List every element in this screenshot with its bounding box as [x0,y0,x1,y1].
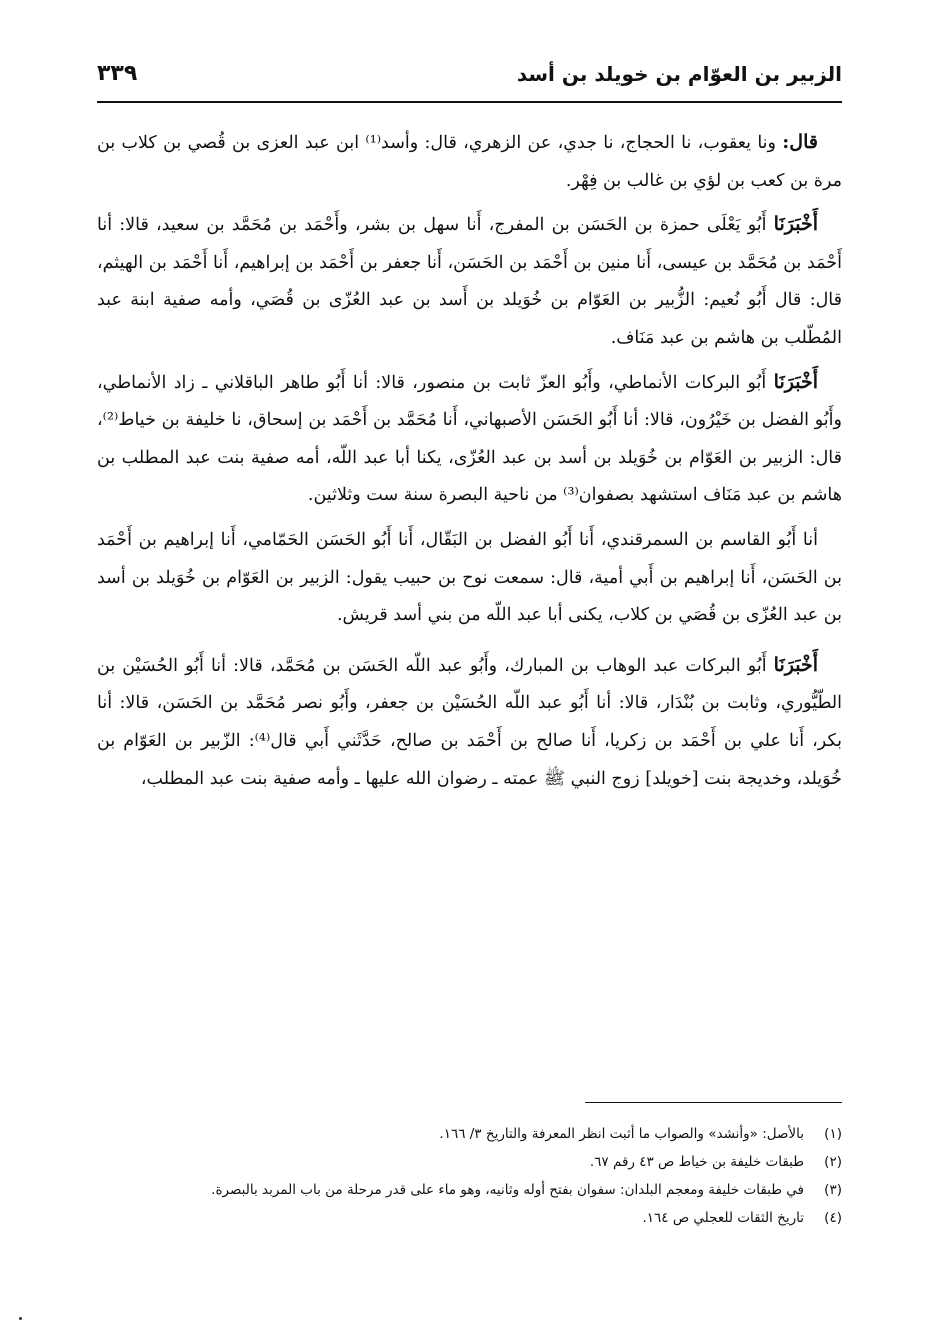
page-header [97,52,842,96]
footnote-text: تاريخ الثقات للعجلي ص ١٦٤. [642,1210,804,1226]
footnote-2 [97,1148,842,1176]
scan-speck [19,1317,22,1320]
paragraph-3 [97,364,842,515]
footnote-4 [97,1204,842,1232]
footnote-text: بالأصل: «وأنشد» والصواب ما أثبت انظر المعرفة والتاريخ ٣/ ١٦٦. [439,1126,804,1142]
paragraph-1 [97,124,842,200]
running-title: الزبير بن العوّام بن خويلد بن أسد [516,62,842,86]
header-rule [97,101,842,103]
paragraph-lead: أَخْبَرَنَا [773,653,818,676]
paragraph-4 [97,521,842,635]
footnote-number: (١) [824,1126,842,1142]
footnote-1 [97,1120,842,1148]
footnote-number: (٢) [824,1154,842,1170]
paragraph-text: أنا أَبُو القاسم بن السمرقندي، أَنا أَبُو الفضل بن البَقّال، أَنا أَبُو الحَسَن الحَمّامي، أَنا إبراهيم بن أَحْمَد بن الحَسَن، أَنا إبراهيم بن أَبي أمية، قال: سمعت نوح بن حبيب يقول: الزبير بن العَوّام بن خُوَيلد بن أسد بن عبد العُزّى بن قُصَي بن كلاب، يكنى أبا عبد اللّه من بني أسد قريش. [97,529,842,626]
footnote-text: طبقات خليفة بن خياط ص ٤٣ رقم ٦٧. [589,1154,804,1170]
paragraph-text: أَبُو البركات الأنماطي، وأَبُو العزّ ثابت بن منصور، قالا: أنا أَبُو طاهر الباقلاني ـ زاد الأنماطي، وأَبُو الفضل بن خَيْرُون، قالا: أنا أَبُو الحَسَن الأصبهاني، أَنا مُحَمَّد بن أَحْمَد بن إسحاق، نا خليفة بن خياط⁽²⁾، قال: الزبير بن العَوّام بن خُوَيلد بن أسد بن عبد العُزّى، يكنا أبا عبد اللّه، أمه صفية بنت عبد المطلب بن هاشم بن عبد مَنَاف استشهد بصفوان⁽³⁾ من ناحية البصرة سنة ست وثلاثين. [97,372,842,506]
footnotes [97,1120,842,1232]
paragraph-2 [97,206,842,357]
paragraph-lead: قال: [782,131,818,153]
footnote-number: (٤) [824,1210,842,1226]
paragraph-text: أَبُو البركات عبد الوهاب بن المبارك، وأَبُو عبد اللّه الحَسَن بن مُحَمَّد، قالا: أنا أَبُو الحُسَيْن بن الطّيُّوري، وثابت بن بُنْدَار، قالا: أنا أَبُو عبد اللّه الحُسَيْن بن جعفر، وأَبُو نصر مُحَمَّد بن الحَسَن، قالا: أنا بكر، أَنا علي بن أَحْمَد بن زكريا، أَنا صالح بن أَحْمَد بن صالح، حَدَّثَني أَبي قال⁽⁴⁾: الزّبير بن العَوّام بن خُوَيلد، وخديجة بنت [خويلد] زوج النبي ﷺ عمته ـ رضوان الله عليها ـ وأمه صفية بنت عبد المطلب، [97,655,842,789]
footnote-number: (٣) [824,1182,842,1198]
main-text [97,124,842,804]
paragraph-5 [97,647,842,798]
paragraph-lead: أَخْبَرَنَا [773,370,818,393]
paragraph-lead: أَخْبَرَنَا [773,213,818,236]
footnote-3 [97,1176,842,1204]
footnote-rule [585,1102,842,1103]
paragraph-text: أَبُو يَعْلَى حمزة بن الحَسَن بن المفرج، أَنا سهل بن بشر، وأَحْمَد بن مُحَمَّد بن سعيد، قالا: أنا أَحْمَد بن مُحَمَّد بن عيسى، أَنا منين بن أَحْمَد بن الحَسَن، أَنا جعفر بن أَحْمَد بن إبراهيم، أَنا أَحْمَد بن الهيثم، قال: قال أَبُو نُعيم: الزُّبير بن العَوّام بن خُوَيلد بن أَسد بن عبد العُزّى بن قُصَي، وأمه صفية ابنة عبد المُطّلب بن هاشم بن عبد مَنَاف. [97,215,842,348]
paragraph-text: ونا يعقوب، نا الحجاج، نا جدي، عن الزهري، قال: وأسد⁽¹⁾ ابن عبد العزى بن قُصي بن كلاب بن مرة بن كعب بن لؤي بن غالب بن فِهْر. [97,133,842,191]
footnote-text: في طبقات خليفة ومعجم البلدان: سفوان بفتح أوله وثانيه، وهو ماء على قدر مرحلة من باب المربد بالبصرة. [211,1182,804,1198]
page-number: ٣٣٩ [97,61,138,86]
